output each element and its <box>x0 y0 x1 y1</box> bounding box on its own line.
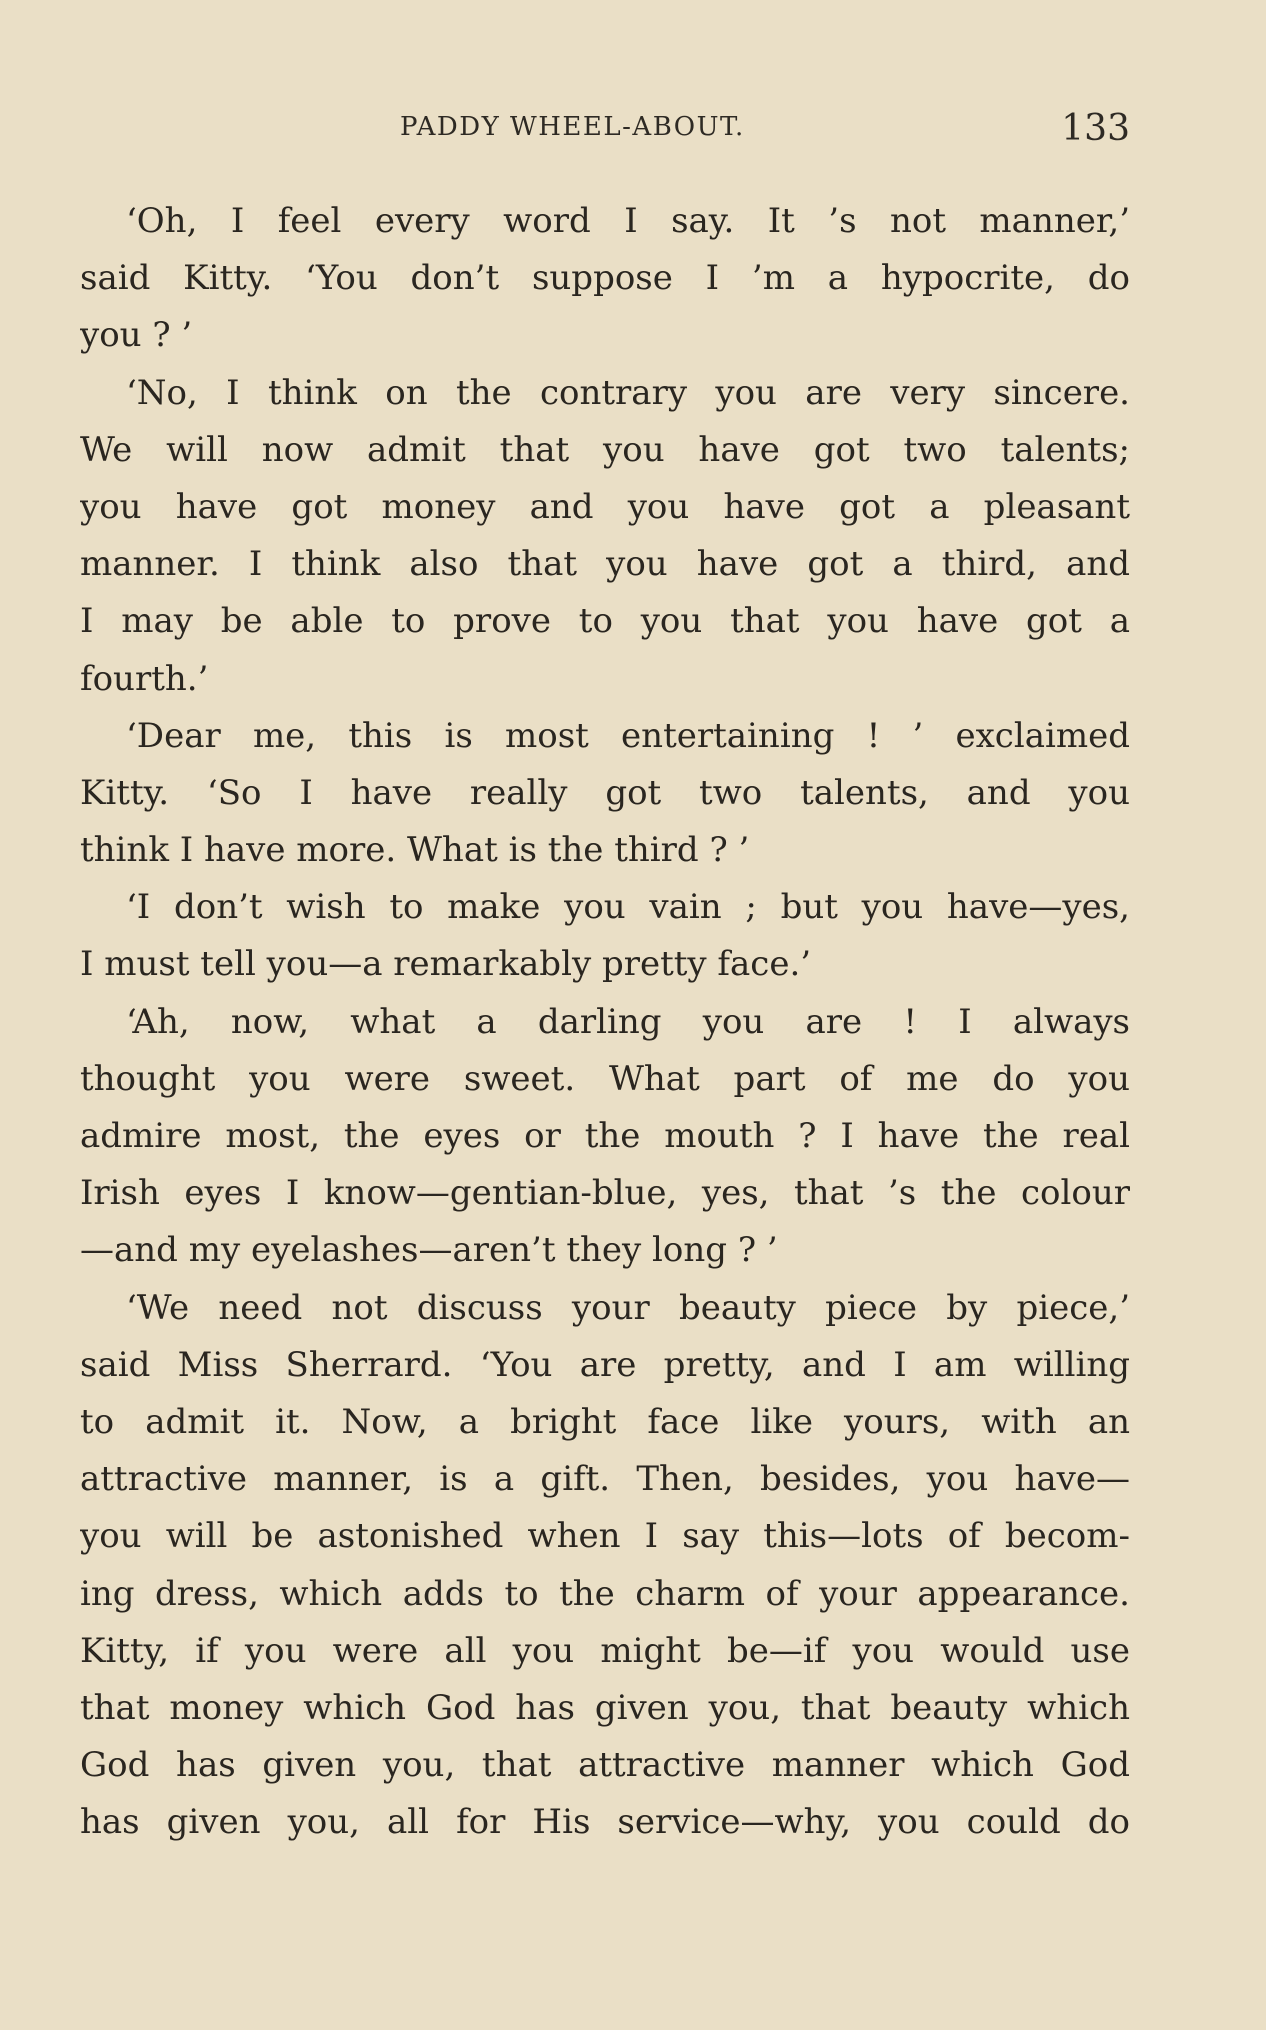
text-line: has given you, all for His service—why, you could do <box>80 1802 1130 1843</box>
text-line: I may be able to prove to you that you have got a <box>80 601 1130 642</box>
text-line: —and my eyelashes—aren’t they long ? ’ <box>80 1230 778 1271</box>
text-line: ‘Dear me, this is most entertaining ! ’ exclaimed <box>126 715 1130 756</box>
text-line: attractive manner, is a gift. Then, besides, you have— <box>80 1459 1130 1500</box>
text-line: ‘Oh, I feel every word I say. It ’s not manner,’ <box>126 201 1130 241</box>
text-line: Kitty, if you were all you might be—if you would use <box>80 1630 1130 1671</box>
text-line: you have got money and you have got a pleasant <box>80 486 1130 527</box>
body-text <box>80 193 1130 1851</box>
page-number: 133 <box>1061 108 1130 149</box>
running-title: PADDY WHEEL-ABOUT. <box>400 112 745 142</box>
text-line: admire most, the eyes or the mouth ? I have the real <box>80 1116 1130 1156</box>
text-line: Kitty. ‘So I have really got two talents, and you <box>80 772 1130 813</box>
text-line: manner. I think also that you have got a third, and <box>80 544 1130 585</box>
text-line: said Miss Sherrard. ‘You are pretty, and I am willing <box>80 1344 1130 1385</box>
text-line: you will be astonished when I say this—lots of becom- <box>80 1516 1130 1557</box>
text-line: said Kitty. ‘You don’t suppose I ’m a hypocrite, do <box>80 258 1130 299</box>
text-line: to admit it. Now, a bright face like yours, with an <box>80 1401 1130 1442</box>
text-line: ‘No, I think on the contrary you are very sincere. <box>126 372 1130 413</box>
text-line: you ? ’ <box>80 315 193 356</box>
page-header <box>80 108 1130 162</box>
text-line: fourth.’ <box>80 658 209 699</box>
text-line: God has given you, that attractive manner which God <box>80 1745 1130 1786</box>
text-line: ing dress, which adds to the charm of your appearance. <box>80 1573 1130 1614</box>
text-line: that money which God has given you, that beauty which <box>80 1687 1130 1728</box>
text-line: think I have more. What is the third ? ’ <box>80 830 750 871</box>
text-line: I must tell you—a remarkably pretty face.’ <box>80 944 812 985</box>
text-line: We will now admit that you have got two talents; <box>80 429 1130 470</box>
text-line: thought you were sweet. What part of me do you <box>80 1058 1130 1099</box>
text-line: Irish eyes I know—gentian-blue, yes, that ’s the colour <box>80 1173 1130 1214</box>
text-line: ‘We need not discuss your beauty piece by piece,’ <box>126 1287 1130 1328</box>
text-line: ‘Ah, now, what a darling you are ! I always <box>126 1001 1130 1042</box>
text-line: ‘I don’t wish to make you vain ; but you have—yes, <box>126 887 1130 928</box>
